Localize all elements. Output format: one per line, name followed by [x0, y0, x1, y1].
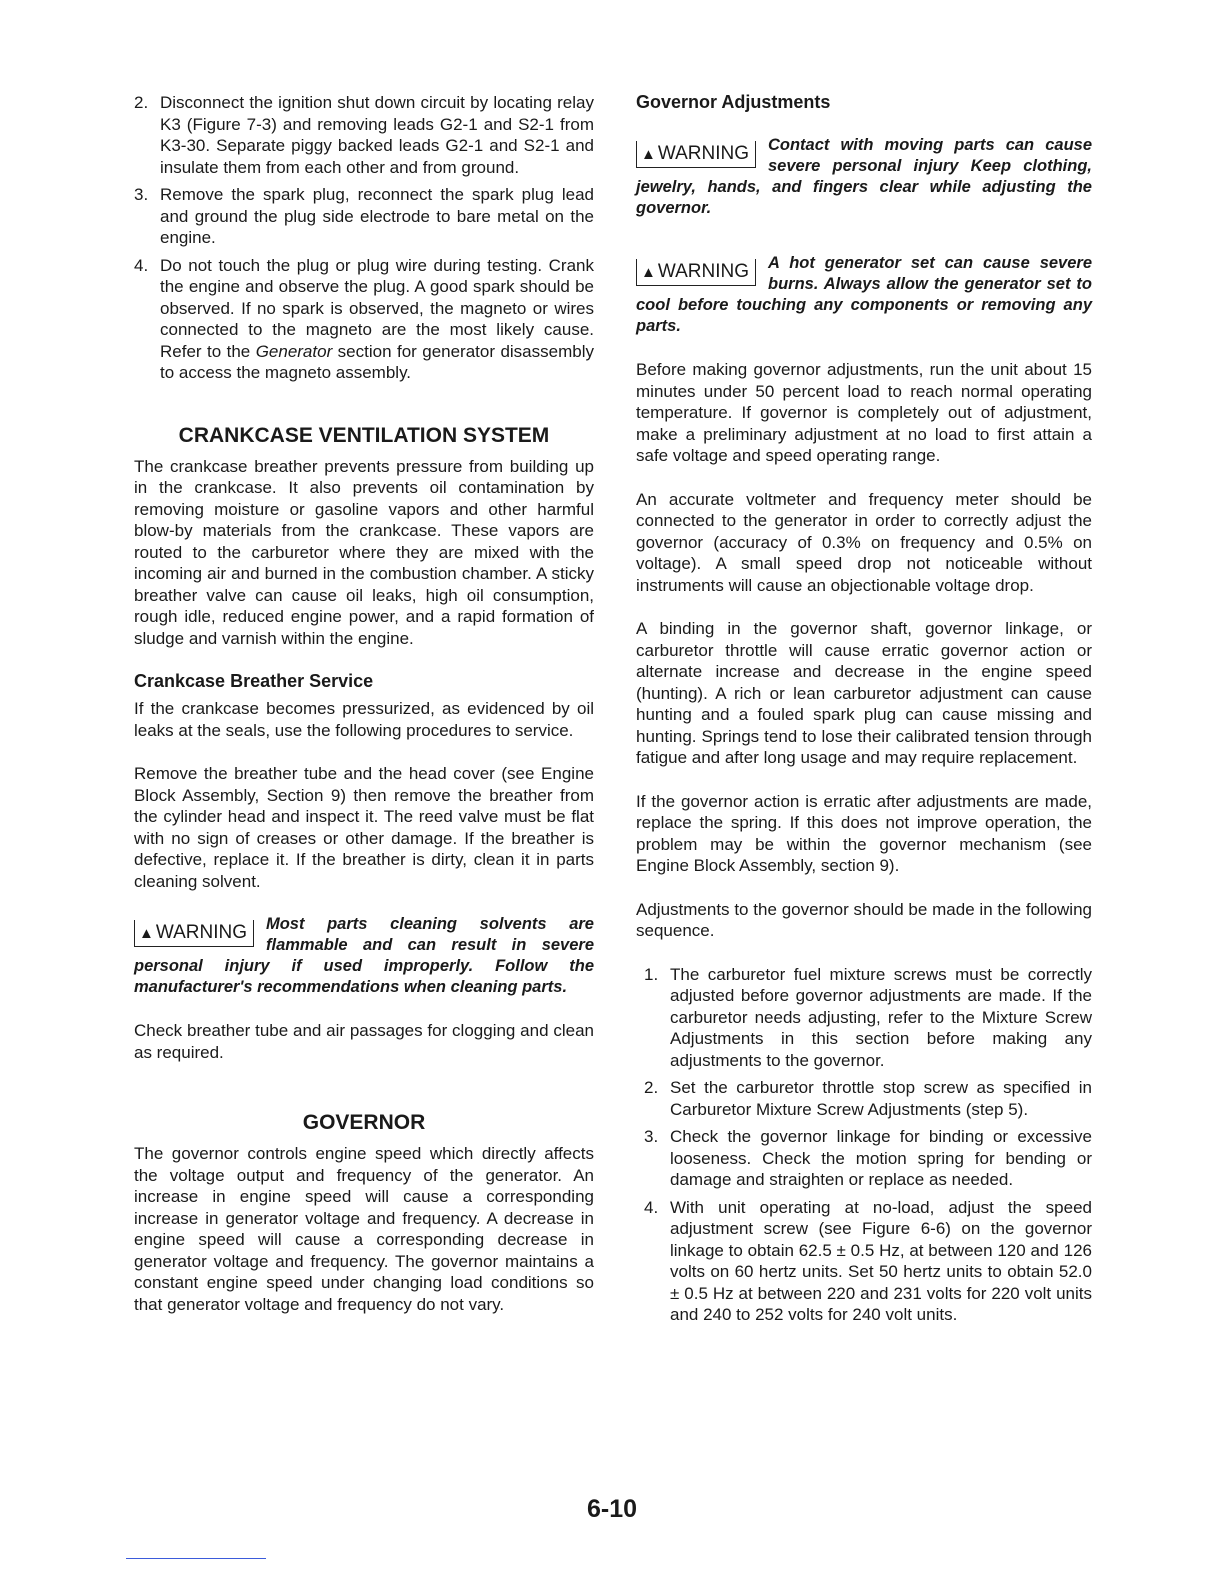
list-item-text: Disconnect the ignition shut down circuit by locating relay K3 (Figure 7-3) and removing leads G2-1 and S2-1 from K3-30. Separate piggy backed leads G2-1 and S2-1 and insulate them from each other and from ground.	[160, 93, 594, 177]
list-item: 3. Check the governor linkage for binding or excessive looseness. Check the motion spring for bending or damage and straighten or replace as needed.	[644, 1127, 1092, 1189]
governor-paragraph: The governor controls engine speed which directly affects the voltage output and frequency of the generator. An increase in engine speed will cause a corresponding increase in generator voltage and frequency. A decrease in engine speed will cause a corresponding decrease in generator voltage and frequency. The governor maintains a constant engine speed under changing load conditions so that generator voltage and frequency do not vary.	[134, 1144, 594, 1314]
list-item: 1. The carburetor fuel mixture screws must be correctly adjusted before governor adjustments are made. If the carburetor needs adjusting, refer to the Mixture Screw Adjustments in this section before making any adjustments to the governor.	[644, 964, 1092, 1070]
hot-generator-warning	[636, 253, 1092, 337]
adjustment-steps	[636, 964, 1092, 1326]
adjust-paragraph-3: A binding in the governor shaft, governor linkage, or carburetor throttle will cause erratic governor action or alternate increase and decrease in the engine speed (hunting). A rich or lean carburetor adjustment can cause hunting and a fouled spark plug can cause missing and hunting. Springs tend to lose their calibrated tension through fatigue and after long usage and may require replacement.	[636, 619, 1092, 767]
list-item: 4. With unit operating at no-load, adjust the speed adjustment screw (see Figure 6-6) on the governor linkage to obtain 62.5 ± 0.5 Hz, at between 120 and 126 volts on 60 hertz units. Set 50 hertz units to obtain 52.0 ± 0.5 Hz at between 220 and 231 volts for 220 volt units and 240 to 252 volts for 240 volt units.	[644, 1197, 1092, 1324]
right-column	[636, 92, 1092, 1332]
list-item-text-end: section for generator disassembly to access the magneto assembly.	[160, 341, 594, 382]
crankcase-paragraph: The crankcase breather prevents pressure from building up in the crankcase. It also prevents oil contamination by removing moisture or gasoline vapors and other harmful blow-by materials from the crankcase. These vapors are routed to the carburetor where they are mixed with the incoming air and burned in the combustion chamber. A sticky breather valve can cause oil leaks, high oil consumption, rough idle, reduced engine power, and a rapid formation of sludge and varnish within the engine.	[134, 456, 594, 648]
left-column	[134, 92, 594, 1315]
breather-paragraph-3: Check breather tube and air passages for clogging and clean as required.	[134, 1021, 594, 1062]
ignition-test-steps	[134, 92, 594, 384]
list-item: 3. Remove the spark plug, reconnect the spark plug lead and ground the plug side electrode to bare metal on the engine.	[134, 185, 594, 247]
moving-parts-warning	[636, 135, 1092, 219]
warning-text: Contact with moving parts can cause severe personal injury Keep clothing, jewelry, hands, and fingers clear while adjusting the governor.	[636, 136, 1092, 217]
breather-service-heading: Crankcase Breather Service	[134, 671, 374, 691]
list-item: 2. Disconnect the ignition shut down circuit by locating relay K3 (Figure 7-3) and removing leads G2-1 and S2-1 from K3-30. Separate piggy backed leads G2-1 and S2-1 and insulate them from each other and from ground.	[134, 93, 594, 177]
list-item: 2. Set the carburetor throttle stop screw as specified in Carburetor Mixture Screw Adjustments (step 5).	[644, 1078, 1092, 1119]
list-item-text: Set the carburetor throttle stop screw as specified in Carburetor Mixture Screw Adjustments (step 5).	[670, 1078, 1092, 1119]
governor-adjustments-heading: Governor Adjustments	[636, 92, 831, 112]
warning-badge: ▲ WARNING	[134, 920, 254, 947]
warning-triangle-icon: ▲	[139, 925, 154, 942]
crankcase-heading: CRANKCASE VENTILATION SYSTEM	[178, 423, 550, 447]
solvent-warning	[134, 914, 594, 998]
adjust-paragraph-1: Before making governor adjustments, run the unit about 15 minutes under 50 percent load to reach normal operating temperature. If governor is completely out of adjustment, make a preliminary adjustment at no load to first attain a safe voltage and speed operating range.	[636, 360, 1092, 465]
warning-text: Most parts cleaning solvents are flammable and can result in severe personal injury if used improperly. Follow the manufacturer's recommendations when cleaning parts.	[134, 915, 594, 996]
adjust-paragraph-5: Adjustments to the governor should be made in the following sequence.	[636, 899, 1092, 940]
adjust-paragraph-4: If the governor action is erratic after adjustments are made, replace the spring. If this does not improve operation, the problem may be within the governor mechanism (see Engine Block Assembly, section 9).	[636, 791, 1092, 875]
list-item-text: The carburetor fuel mixture screws must be correctly adjusted before governor adjustments are made. If the carburetor needs adjusting, refer to the Mixture Screw Adjustments in this section before making any adjustments to the governor.	[670, 964, 1092, 1070]
list-item: 4. Do not touch the plug or plug wire during testing. Crank the engine and observe the plug. A good spark should be observed. If no spark is observed, the magneto or wires connected to the magneto are the most likely cause. Refer to the Generator section for generator disassembly to access the magneto assembly.	[134, 255, 594, 382]
warning-triangle-icon: ▲	[641, 146, 656, 163]
page-number: 6-10	[586, 1495, 638, 1523]
warning-badge: ▲ WARNING	[636, 259, 756, 286]
warning-triangle-icon: ▲	[641, 264, 656, 281]
warning-text: A hot generator set can cause severe burns. Always allow the generator set to cool before touching any components or removing any parts.	[636, 254, 1092, 335]
generator-section-ref: Generator	[255, 341, 333, 361]
breather-paragraph-2: Remove the breather tube and the head cover (see Engine Block Assembly, Section 9) then remove the breather from the cylinder head and inspect it. The reed valve must be flat with no sign of creases or other damage. If the breather is defective, replace it. If the breather is dirty, clean it in parts cleaning solvent.	[134, 764, 594, 891]
list-item-text: Do not touch the plug or plug wire during testing. Crank the engine and observe the plug. A good spark should be observed. If no spark is observed, the magneto or wires connected to the magneto are the most likely cause. Refer to the	[160, 255, 594, 361]
list-item-text: Remove the spark plug, reconnect the spark plug lead and ground the plug side electrode to bare metal on the engine.	[160, 185, 594, 247]
list-item-text: Check the governor linkage for binding or excessive looseness. Check the motion spring for bending or damage and straighten or replace as needed.	[670, 1127, 1092, 1189]
list-item-text: With unit operating at no-load, adjust the speed adjustment screw (see Figure 6-6) on the governor linkage to obtain 62.5 ± 0.5 Hz, at between 120 and 126 volts on 60 hertz units. Set 50 hertz units to obtain 52.0 ± 0.5 Hz at between 220 and 231 volts for 220 volt units and 240 to 252 volts for 240 volt units.	[670, 1197, 1092, 1324]
breather-paragraph-1: If the crankcase becomes pressurized, as evidenced by oil leaks at the seals, use the following procedures to service.	[134, 699, 594, 740]
governor-heading: GOVERNOR	[302, 1111, 426, 1134]
adjust-paragraph-2: An accurate voltmeter and frequency meter should be connected to the generator in order to correctly adjust the governor (accuracy of 0.3% on frequency and 0.5% on voltage). A small speed drop not noticeable without instruments will cause an objectionable voltage drop.	[636, 489, 1092, 595]
warning-badge: ▲ WARNING	[636, 141, 756, 168]
footer-divider	[126, 1558, 266, 1559]
